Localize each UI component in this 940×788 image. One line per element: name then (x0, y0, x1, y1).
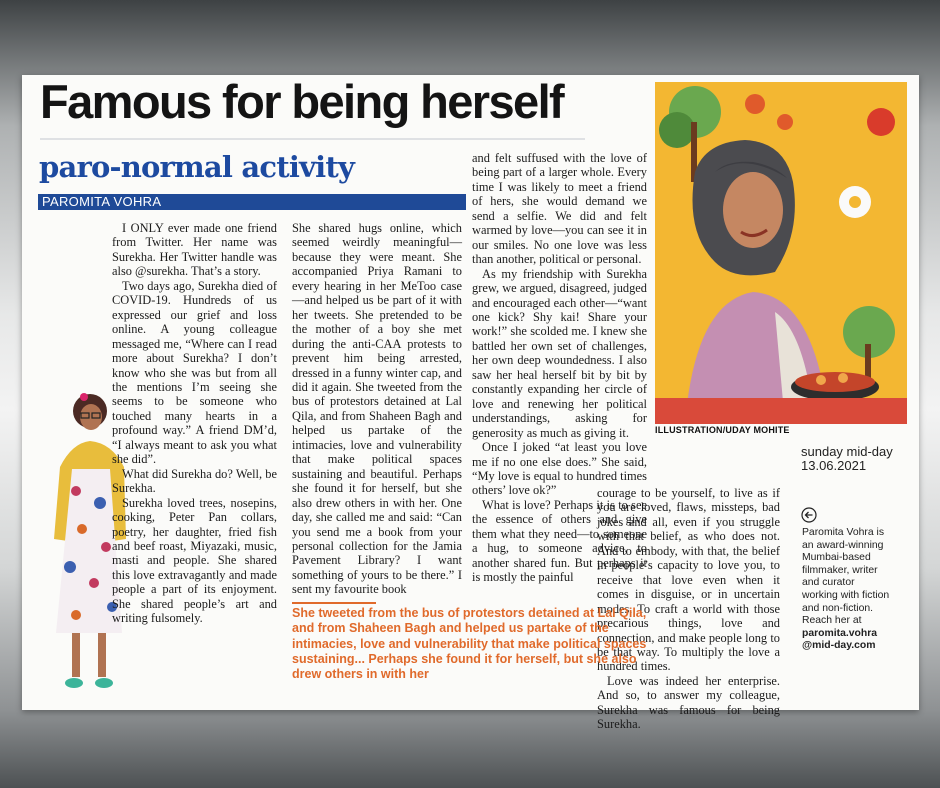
author-bio (802, 527, 892, 653)
publication-date: 13.06.2021 (801, 458, 867, 473)
illustration-credit: ILLUSTRATION/UDAY MOHITE (655, 425, 790, 435)
paragraph: What is love? Perhaps it is to see the essence of others and give them what they need—to someone a hug, to someone advice, to another shared fun. But perhaps it is mostly the painful (472, 497, 647, 585)
paper-name: sunday mid-day (801, 444, 893, 459)
dateline (801, 445, 893, 473)
headline-rule (40, 138, 585, 140)
author-email: paromita.vohra @mid-day.com (802, 627, 878, 652)
newspaper-clipping (22, 75, 919, 732)
article-column-1 (112, 221, 277, 626)
bio-text: Paromita Vohra is an award-winning Mumbai-based filmmaker, writer and curator working with fiction and non-fiction. Reach her at (802, 527, 890, 627)
paragraph: and felt suffused with the love of being part of a larger whole. Every time I was likely to meet a friend of hers, she would demand we send a selfie. We did and felt warmed by love—you can see it in our smiles. No one love was less than another, political or personal. (472, 151, 647, 267)
paragraph: Two days ago, Surekha died of COVID-19. Hundreds of us expressed our grief and loss online. A young colleague messaged me, “Where can I read more about Surekha? I don’t know who she was but from all the mentions I’m seeing she seems to be someone who touched many hearts in a profound way.” A friend DM’d, “I always meant to ask you what she did”. (112, 278, 277, 467)
paragraph: What did Surekha do? Well, be Surekha. (112, 466, 277, 496)
paragraph: Surekha loved trees, nosepins, cooking, Peter Pan collars, poetry, her daughter, fried fish and beef roast, Miyazaki, music, masti and people. She shared this love extravagantly and made people a part of its enjoyment. She shared people’s art and writing fulsomely. (112, 495, 277, 626)
article-column-2 (292, 221, 462, 597)
byline: PAROMITA VOHRA (38, 194, 466, 210)
illustration (655, 82, 907, 424)
paragraph: Love was indeed her enterprise. And so, to answer my colleague, Surekha was famous for being Surekha. (597, 673, 780, 732)
headline: Famous for being herself (40, 75, 564, 128)
column-title: paro-normal activity (39, 150, 354, 184)
arrow-left-icon (801, 507, 817, 523)
pull-quote: She tweeted from the bus of protestors detained at Lal Qila, and from Shaheen Bagh and helped us partake of the intimacies, love and vulnerability that make political spaces sustaining... Perhaps she found it for herself, but she also drew others in with her (292, 606, 647, 682)
paragraph: She shared hugs online, which seemed weirdly meaningful—because they were meant. She accompanied Priya Ramani to every hearing in her MeToo case—and helped us be part of it with her tweets. She pretended to be the mother of a boy she met during the anti-CAA protests to prevent him being arrested, dressed in a funny winter cap, and did it again. She tweeted from the bus of protestors detained at Lal Qila, and from Shaheen Bagh and helped us partake of the intimacies, love and vulnerability that make political spaces sustaining and beautiful. Perhaps she found it for herself, but she also drew others in with her. One day, she called me and said: “Can you send me a book from your personal collection for the Jamia Pavement Library? I want something of yours to be there.” I sent my favourite book (292, 221, 462, 597)
paragraph: courage to be yourself, to live as if you are loved, flaws, missteps, bad jokes and all, even if you struggle with that belief, as who does not. And to embody, with that, the belief in people’s capacity to love you, to receive that love even when it comes in disguise, or in uncertain modes. To craft a world with those precarious things, love and connection, and make people long to be that way. To multiply the love a hundred times. (597, 486, 780, 674)
paragraph: Once I joked “at least you love me if no one else does.” She said, “My love is equal to hundred times others’ love ok?” (472, 440, 647, 498)
paragraph: I ONLY ever made one friend from Twitter. Her name was Surekha. Her Twitter handle was also @surekha. That’s a story. (112, 221, 277, 279)
pullquote-rule (292, 602, 376, 604)
paragraph: As my friendship with Surekha grew, we argued, disagreed, judged and encouraged each other—“want one kick? Shy kai! Share your work!” she scolded me. I knew she battled her own set of challenges, her own deep woundedness. I also saw her heal herself bit by bit by constantly expanding her circle of love and renewing her political understandings, asking for generosity as much as giving it. (472, 266, 647, 440)
